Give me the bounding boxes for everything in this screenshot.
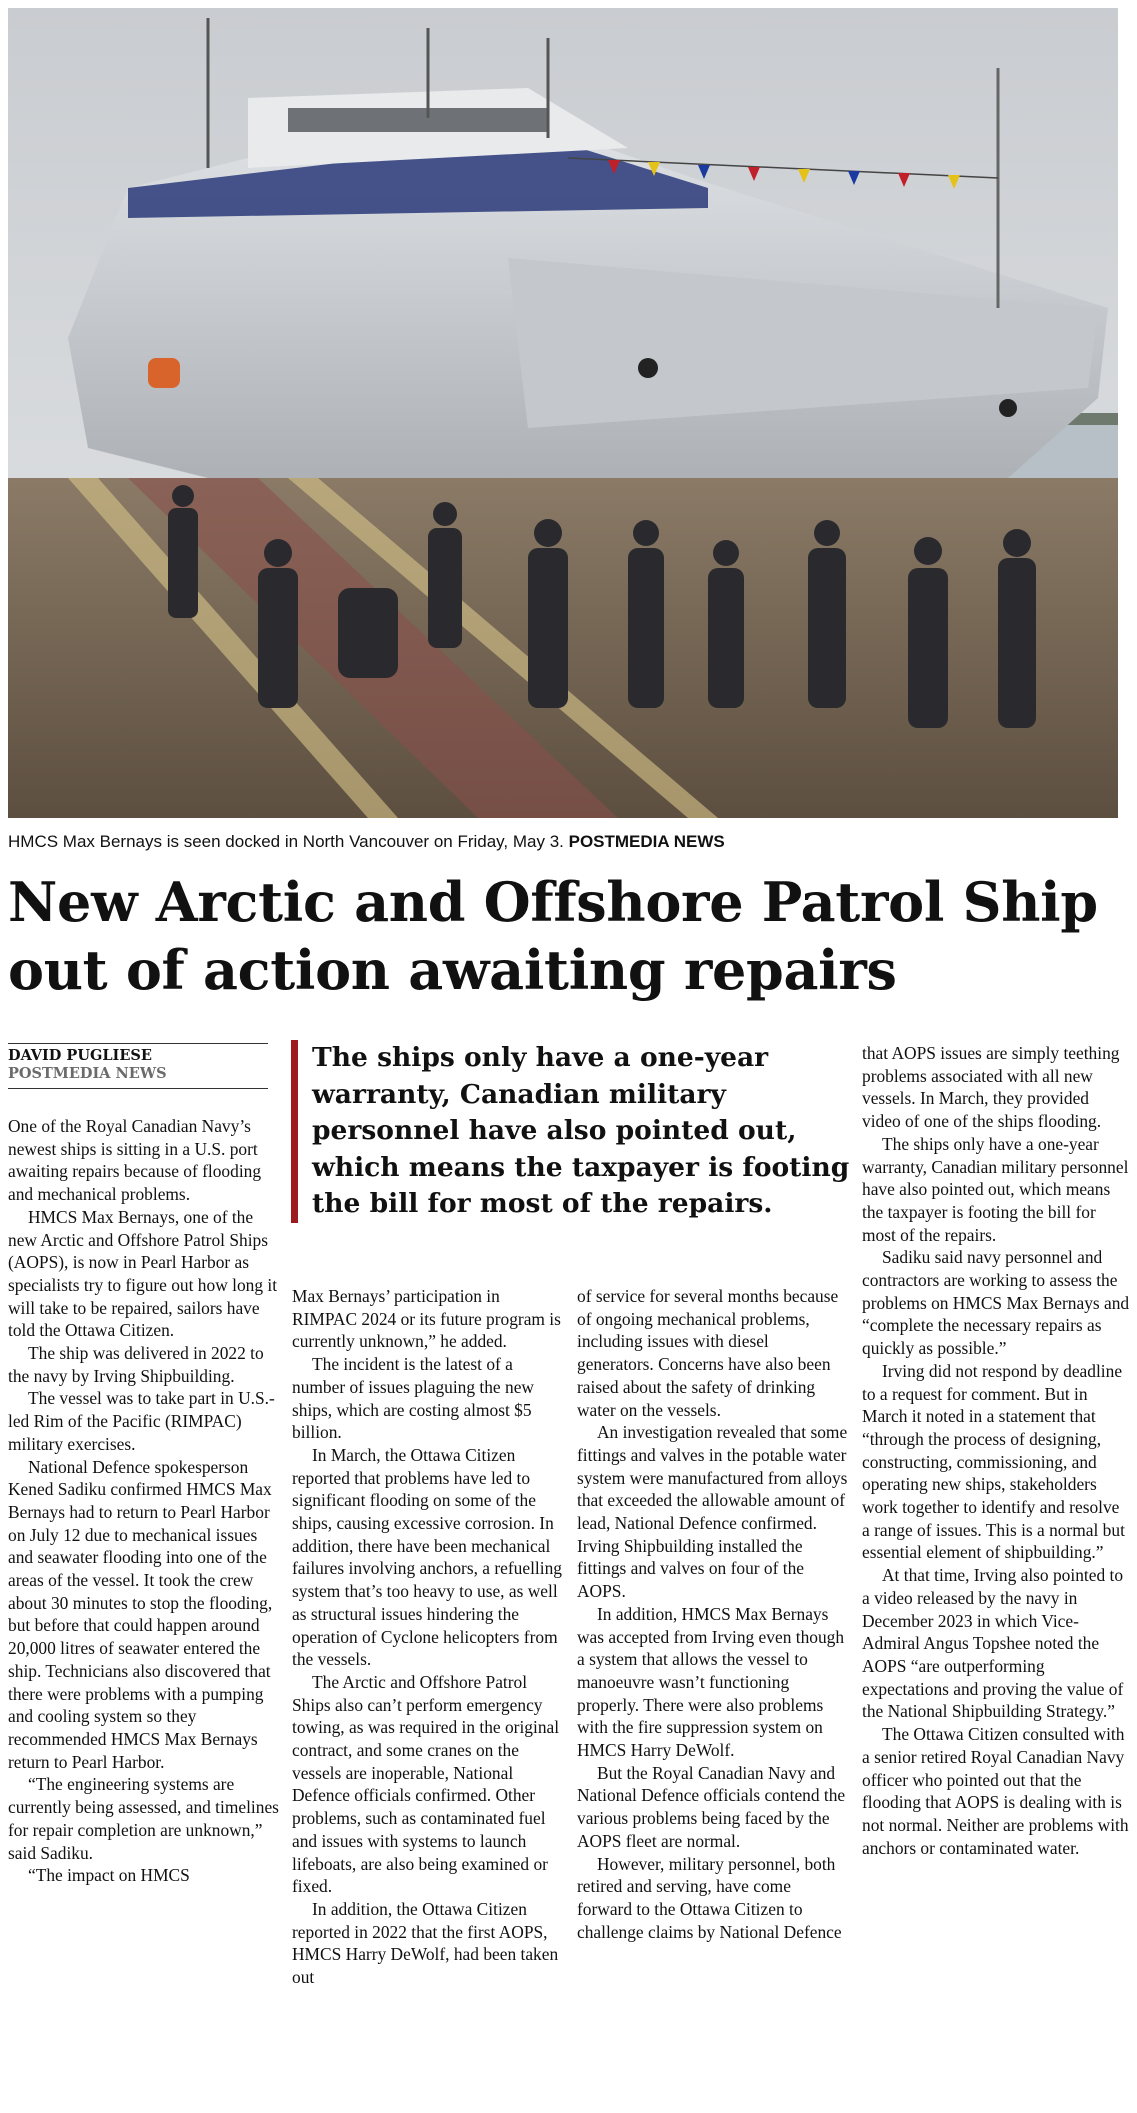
- headline: [8, 868, 1128, 1004]
- paragraph: Sadiku said navy personnel and contractors are working to assess the problems on HMCS Max Bernays and “complete the necessary repairs as quickly as possible.”: [862, 1247, 1130, 1359]
- caption-credit: POSTMEDIA NEWS: [568, 832, 725, 851]
- caption-text: HMCS Max Bernays is seen docked in North Vancouver on Friday, May 3.: [8, 832, 569, 851]
- paragraph: that AOPS issues are simply teething problems associated with all new vessels. In March, they provided video of one of the ships flooding.: [862, 1043, 1120, 1132]
- paragraph: An investigation revealed that some fittings and valves in the potable water system were manufactured from alloys that exceeded the allowable amount of lead, National Defence confirmed. Irving Shipbuilding installed the fittings and valves on four of the AOPS.: [577, 1422, 848, 1602]
- article-column-3: [577, 1285, 849, 1943]
- headline-line-2: out of action awaiting repairs: [8, 938, 897, 1002]
- paragraph: Irving did not respond by deadline to a request for comment. But in March it noted in a statement that “through the process of designing, constructing, commissioning, and operating new ships, stakeholders work together to identify and resolve a range of issues. This is a normal but essential element of shipbuilding.”: [862, 1360, 1125, 1563]
- paragraph: In addition, the Ottawa Citizen reported in 2022 that the first AOPS, HMCS Harry DeWolf, had been taken out: [292, 1898, 559, 1988]
- article-column-2: [292, 1285, 564, 1989]
- paragraph: The ships only have a one-year warranty, Canadian military personnel have also pointed out, which means the taxpayer is footing the bill for most of the repairs.: [862, 1133, 1129, 1245]
- paragraph: At that time, Irving also pointed to a video released by the navy in December 2023 in which Vice-Admiral Angus Topshee noted the AOPS “are outperforming expectations and proving the value of the National Shipbuilding Strategy.”: [862, 1565, 1124, 1722]
- byline-rule-bottom: [8, 1088, 268, 1089]
- paragraph: The Ottawa Citizen consulted with a senior retired Royal Canadian Navy officer who pointed out that the flooding that AOPS is dealing with is not normal. Neither are problems with anchors or contaminated water.: [862, 1724, 1129, 1858]
- byline: [8, 1047, 278, 1083]
- paragraph: The Arctic and Offshore Patrol Ships also can’t perform emergency towing, as was required in the original contract, and some cranes on the vessels are inoperable, National Defence officials confirmed. Other problems, such as contaminated fuel and issues with systems to launch lifeboats, are also being examined or fixed.: [292, 1671, 560, 1897]
- byline-author: DAVID PUGLIESE: [8, 1047, 152, 1064]
- byline-rule-top: [8, 1043, 268, 1044]
- article-column-4: [862, 1042, 1130, 1859]
- pull-quote-text: The ships only have a one-year warranty, Canadian military personnel have also pointed out, which means the taxpayer is footing the bill for most of the repairs.: [312, 1042, 850, 1219]
- paragraph: However, military personnel, both retired and serving, have come forward to the Ottawa Citizen to challenge claims by National Defence: [577, 1853, 842, 1942]
- paragraph: National Defence spokesperson Kened Sadiku confirmed HMCS Max Bernays had to return to Pearl Harbor on July 12 due to mechanical issues and seawater flooding into one of the areas of the vessel. It took the crew about 30 minutes to stop the flooding, but before that could happen around 20,000 litres of seawater entered the ship. Technicians also discovered that there were problems with a pumping and cooling system so they recommended HMCS Max Bernays return to Pearl Harbor.: [8, 1456, 273, 1772]
- ship-photo: [8, 8, 1118, 818]
- paragraph: In addition, HMCS Max Bernays was accepted from Irving even though a system that allows the vessel to manoeuvre wasn’t functioning properly. There were also problems with the fire suppression system on HMCS Harry DeWolf.: [577, 1603, 845, 1761]
- paragraph: One of the Royal Canadian Navy’s newest ships is sitting in a U.S. port awaiting repairs because of flooding and mechanical problems.: [8, 1116, 262, 1205]
- paragraph: HMCS Max Bernays, one of the new Arctic and Offshore Patrol Ships (AOPS), is now in Pearl Harbor as specialists try to figure out how long it will take to be repaired, sailors have told the Ottawa Citizen.: [8, 1206, 278, 1341]
- paragraph: “The impact on HMCS: [28, 1865, 190, 1886]
- paragraph: The ship was delivered in 2022 to the navy by Irving Shipbuilding.: [8, 1343, 264, 1386]
- paragraph: The incident is the latest of a number of issues plaguing the new ships, which are costing almost $5 billion.: [292, 1354, 534, 1443]
- paragraph: The vessel was to take part in U.S.-led Rim of the Pacific (RIMPAC) military exercises.: [8, 1388, 275, 1454]
- ship-icon: [8, 8, 1118, 818]
- headline-line-1: New Arctic and Offshore Patrol Ship: [8, 870, 1098, 934]
- article-column-1: [8, 1115, 280, 1887]
- photo-caption: [8, 832, 1118, 852]
- paragraph: “The engineering systems are currently being assessed, and timelines for repair completion are unknown,” said Sadiku.: [8, 1774, 279, 1863]
- pull-quote: [291, 1040, 872, 1223]
- paragraph: In March, the Ottawa Citizen reported that problems have led to significant flooding on some of the ships, causing excessive corrosion. In addition, there have been mechanical failures involving anchors, a refuelling system that’s too heavy to use, as well as structural issues hindering the operation of Cyclone helicopters from the vessels.: [292, 1444, 562, 1670]
- paragraph: of service for several months because of ongoing mechanical problems, including issues with diesel generators. Concerns have also been raised about the safety of drinking water on the vessels.: [577, 1286, 839, 1420]
- paragraph: But the Royal Canadian Navy and National Defence officials contend the various problems being faced by the AOPS fleet are normal.: [577, 1762, 846, 1851]
- byline-org: POSTMEDIA NEWS: [8, 1065, 167, 1082]
- paragraph: Max Bernays’ participation in RIMPAC 2024 or its future program is currently unknown,” he added.: [292, 1286, 561, 1352]
